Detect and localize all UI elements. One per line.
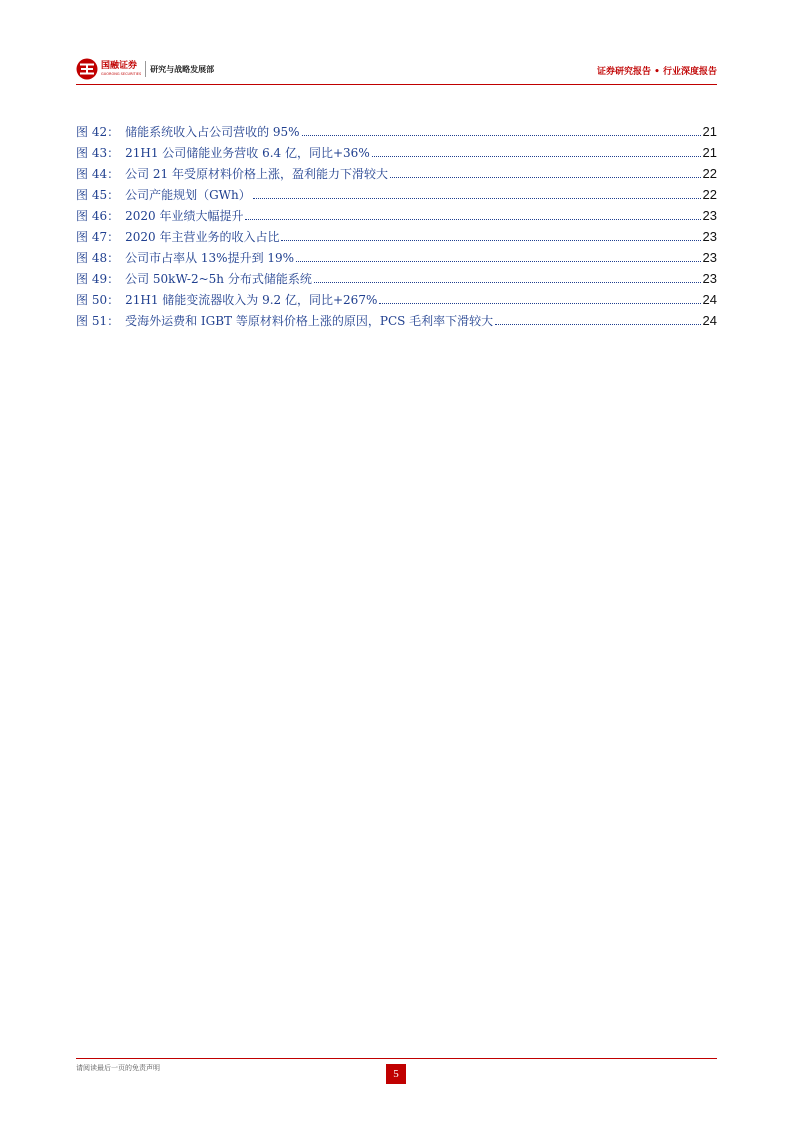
toc-dot-leader <box>314 282 701 283</box>
company-logo <box>76 58 214 80</box>
toc-dot-leader <box>302 135 701 136</box>
page-header <box>76 56 717 85</box>
toc-figure-label: 图 51： <box>76 314 120 328</box>
toc-entry[interactable] <box>76 289 717 310</box>
toc-entry[interactable] <box>76 142 717 163</box>
toc-figure-title: 公司市占率从 13%提升到 19% <box>125 251 295 265</box>
toc-figure-label: 图 44： <box>76 167 120 181</box>
toc-figure-title: 2020 年主营业务的收入占比 <box>125 230 280 244</box>
toc-dot-leader <box>253 198 701 199</box>
toc-page-number: 23 <box>702 250 717 265</box>
toc-page-number: 22 <box>702 166 717 181</box>
toc-figure-title: 公司 50kW-2~5h 分布式储能系统 <box>125 272 312 286</box>
footer-disclaimer: 请阅读最后一页的免责声明 <box>76 1064 160 1072</box>
toc-figure-label: 图 50： <box>76 293 120 307</box>
toc-page-number: 21 <box>702 124 717 139</box>
report-type: 证券研究报告 • 行业深度报告 <box>596 67 717 77</box>
toc-dot-leader <box>245 219 700 220</box>
toc-figure-label: 图 45： <box>76 188 120 202</box>
toc-dot-leader <box>495 324 700 325</box>
logo-text <box>101 61 141 77</box>
toc-entry[interactable] <box>76 247 717 268</box>
page-number: 5 <box>386 1064 406 1084</box>
toc-figure-label: 图 48： <box>76 251 120 265</box>
toc-entry[interactable] <box>76 226 717 247</box>
toc-page-number: 21 <box>702 145 717 160</box>
toc-page-number: 22 <box>702 187 717 202</box>
toc-dot-leader <box>281 240 700 241</box>
toc-entry[interactable] <box>76 184 717 205</box>
toc-dot-leader <box>296 261 700 262</box>
department-name: 研究与战略发展部 <box>150 64 215 74</box>
company-name-en: GUORONG SECURITIES <box>101 72 142 76</box>
toc-entry[interactable] <box>76 121 717 142</box>
toc-figure-label: 图 47： <box>76 230 120 244</box>
toc-entry[interactable] <box>76 163 717 184</box>
toc-page-number: 24 <box>702 292 717 307</box>
figure-table-of-contents <box>76 121 717 331</box>
toc-figure-label: 图 42： <box>76 125 120 139</box>
toc-figure-title: 公司 21 年受原材料价格上涨，盈利能力下滑较大 <box>125 167 388 181</box>
footer-divider <box>76 1058 717 1059</box>
toc-figure-title: 2020 年业绩大幅提升 <box>125 209 244 223</box>
logo-divider <box>145 61 146 77</box>
toc-figure-title: 受海外运费和 IGBT 等原材料价格上涨的原因，PCS 毛利率下滑较大 <box>125 314 494 328</box>
toc-dot-leader <box>390 177 701 178</box>
toc-figure-title: 21H1 公司储能业务营收 6.4 亿，同比+36% <box>125 146 370 160</box>
toc-figure-label: 图 43： <box>76 146 120 160</box>
toc-figure-title: 21H1 储能变流器收入为 9.2 亿，同比+267% <box>125 293 378 307</box>
toc-entry[interactable] <box>76 310 717 331</box>
toc-figure-label: 图 49： <box>76 272 120 286</box>
company-name: 国融证券 <box>101 61 138 71</box>
toc-dot-leader <box>372 156 701 157</box>
toc-figure-title: 公司产能规划（GWh） <box>125 188 251 202</box>
toc-page-number: 23 <box>702 271 717 286</box>
toc-page-number: 23 <box>702 208 717 223</box>
toc-figure-title: 储能系统收入占公司营收的 95% <box>125 125 300 139</box>
guorong-logo-icon <box>76 58 98 80</box>
toc-dot-leader <box>379 303 700 304</box>
toc-figure-label: 图 46： <box>76 209 120 223</box>
toc-entry[interactable] <box>76 268 717 289</box>
toc-page-number: 23 <box>702 229 717 244</box>
toc-entry[interactable] <box>76 205 717 226</box>
toc-page-number: 24 <box>702 313 717 328</box>
